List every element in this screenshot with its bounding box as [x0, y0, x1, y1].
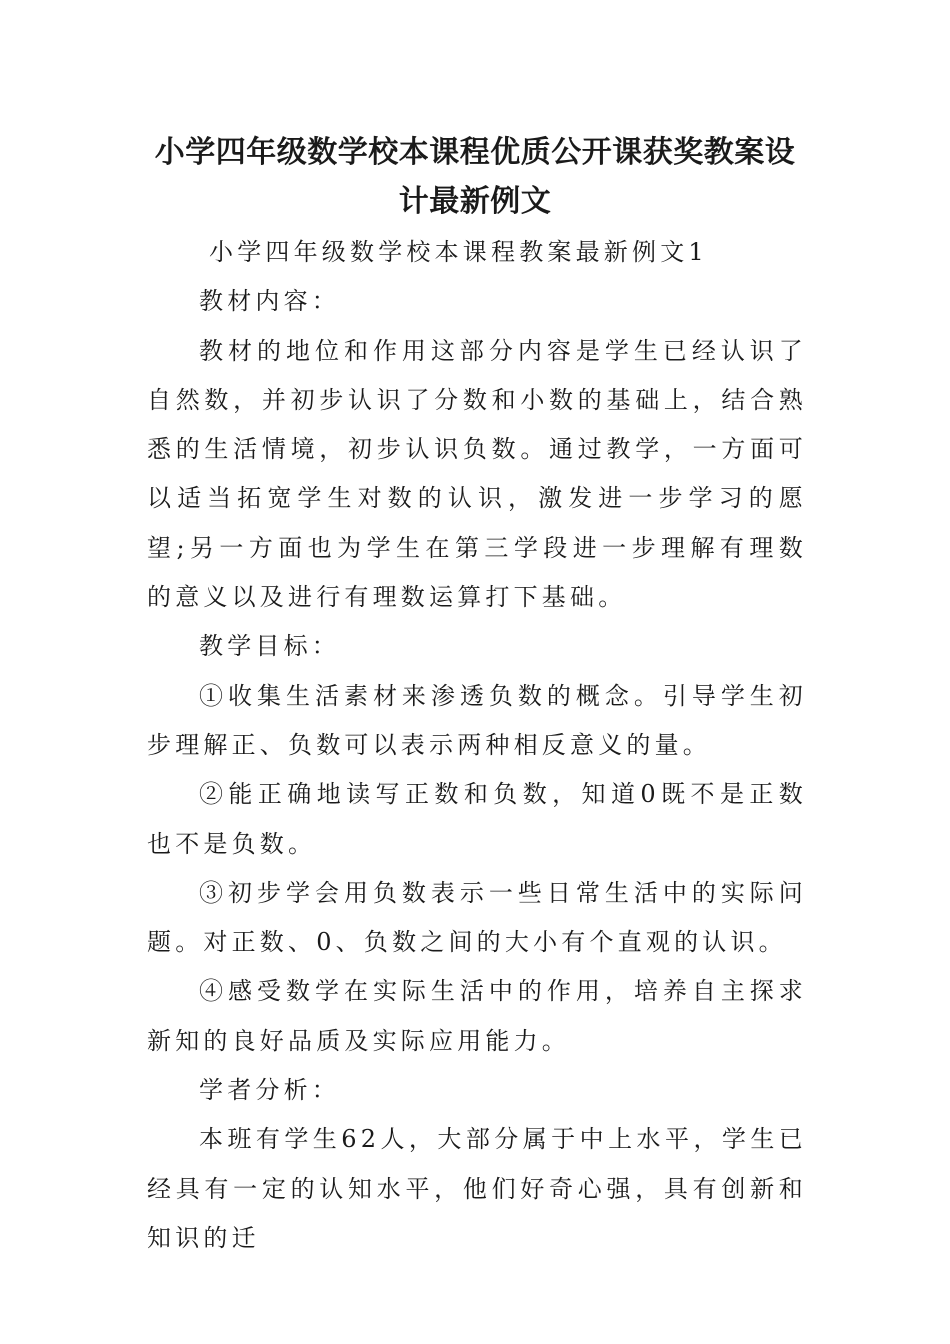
- heading-textbook-content: 教材内容：: [199, 287, 340, 316]
- heading-learner-analysis: 学者分析：: [199, 1076, 340, 1105]
- paragraph-learner-analysis: 本班有学生62人，大部分属于中上水平，学生已经具有一定的认知水平，他们好奇心强，具有创新和知识的迁: [147, 1125, 807, 1252]
- document-title: 小学四年级数学校本课程优质公开课获奖教案设计最新例文: [154, 135, 796, 219]
- heading-teaching-goals: 教学目标：: [199, 632, 340, 661]
- paragraph-textbook-role: 教材的地位和作用这部分内容是学生已经认识了自然数，并初步认识了分数和小数的基础上，结合熟悉的生活情境，初步认识负数。通过教学，一方面可以适当拓宽学生对数的认识，激发进一步学习的愿望;另一方面也为学生在第三学段进一步理解有理数的意义以及进行有理数运算打下基础。: [147, 336, 807, 612]
- document-body: [147, 228, 807, 1263]
- goal-item-1: ①收集生活素材来渗透负数的概念。引导学生初步理解正、负数可以表示两种相反意义的量。: [147, 681, 807, 759]
- goal-item-2: ②能正确地读写正数和负数，知道0既不是正数也不是负数。: [147, 780, 807, 858]
- goal-item-4: ④感受数学在实际生活中的作用，培养自主探求新知的良好品质及实际应用能力。: [147, 977, 807, 1055]
- goal-item-3: ③初步学会用负数表示一些日常生活中的实际问题。对正数、0、负数之间的大小有个直观的认识。: [147, 878, 807, 957]
- section-subtitle: 小学四年级数学校本课程教案最新例文1: [209, 238, 708, 266]
